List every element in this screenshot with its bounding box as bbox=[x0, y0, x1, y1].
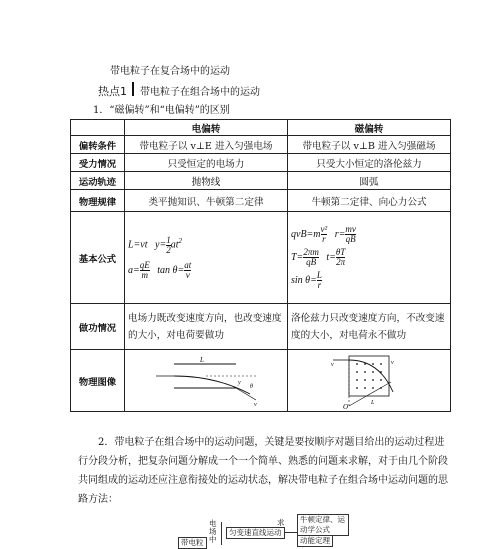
row-label: 物理图像 bbox=[71, 350, 125, 412]
svg-text:v: v bbox=[254, 401, 257, 408]
flow-box-newton: 牛顿定律、运动学公式 bbox=[297, 514, 349, 536]
svg-text:L: L bbox=[371, 399, 375, 406]
flow-label-electric: 电场中 bbox=[209, 519, 217, 544]
svg-text:y: y bbox=[238, 379, 241, 386]
flow-label-solve: 求 bbox=[277, 518, 285, 527]
cell-electric: 只受恒定的电场力 bbox=[125, 154, 288, 172]
cell-magnetic: 洛伦兹力只改变速度方向，不改变速度的大小，对电荷永不做功 bbox=[288, 304, 451, 350]
cell-magnetic: 只受大小恒定的洛伦兹力 bbox=[288, 154, 451, 172]
svg-text:θ: θ bbox=[250, 383, 253, 390]
paragraph-2: 2．带电粒子在组合场中的运动问题，关键是要按顺序对题目给出的运动过程进行分段分析，把复杂问题分解成一个一个简单、熟悉的问题来求解，对于由几个阶段共同组成的运动还应注意衔接处的运动状态，解决带电粒子在组合场中运动问题的思路方法： bbox=[78, 437, 448, 505]
row-label: 做功情况 bbox=[71, 304, 125, 350]
svg-text:v: v bbox=[391, 359, 394, 366]
formula-line: sin θ= $\frac{L}{r}$ bbox=[291, 270, 322, 290]
table-header-cell: 磁偏转 bbox=[288, 120, 451, 136]
page-title: 带电粒子在复合场中的运动 bbox=[110, 66, 230, 77]
table-row bbox=[71, 136, 451, 154]
cell-magnetic: 带电粒子以 v⊥B 进入匀强磁场 bbox=[288, 136, 451, 154]
table-row-figures bbox=[71, 350, 451, 412]
flow-box-uniform: 匀变速直线运动 bbox=[226, 527, 285, 539]
cell-magnetic: 牛顿第二定律、向心力公式 bbox=[288, 190, 451, 212]
cell-electric: 抛物线 bbox=[125, 172, 288, 190]
table-row-formulas bbox=[71, 212, 451, 304]
svg-text:L: L bbox=[200, 355, 204, 364]
formula-line: T= $\frac{2\pi m}{qB}$ t= $\frac{\theta T}{2\pi}$ bbox=[291, 247, 346, 267]
cell-electric: 类平抛知识、牛顿第二定律 bbox=[125, 190, 288, 212]
flow-arrow bbox=[285, 532, 297, 533]
flow-brace bbox=[221, 522, 222, 545]
row-label: 运动轨迹 bbox=[71, 172, 125, 190]
row-label: 基本公式 bbox=[71, 212, 125, 304]
table-header-cell: 电偏转 bbox=[125, 120, 288, 136]
table-row bbox=[71, 304, 451, 350]
section-title: 带电粒子在组合场中的运动 bbox=[140, 87, 260, 98]
magnetic-formulas bbox=[288, 212, 451, 304]
electric-formulas bbox=[125, 212, 288, 304]
row-label: 偏转条件 bbox=[71, 136, 125, 154]
formula-line: qvB=m $\frac{\text{v²}}{r}$ r= $\frac{mv}{qB}$ bbox=[291, 224, 356, 244]
table-header-cell bbox=[71, 120, 125, 136]
table-row bbox=[71, 172, 451, 190]
table-header-row bbox=[71, 120, 451, 136]
electric-figure-cell bbox=[125, 350, 288, 412]
magnetic-deflection-figure bbox=[309, 352, 429, 410]
svg-text:v: v bbox=[331, 361, 334, 368]
table-row bbox=[71, 190, 451, 212]
magnetic-figure-cell bbox=[288, 350, 451, 412]
table-row bbox=[71, 154, 451, 172]
svg-text:O: O bbox=[343, 402, 349, 410]
electric-deflection-figure bbox=[146, 354, 266, 408]
formula-line: a= $\frac{qE}{m}$ tan θ= $\frac{at}{v}$ bbox=[128, 259, 192, 280]
formula-line: L=vt y= $\frac{1}{2}$ $at^2$ bbox=[128, 234, 182, 255]
row-label: 物理规律 bbox=[71, 190, 125, 212]
divider bbox=[132, 82, 134, 96]
cell-electric: 电场力既改变速度方向，也改变速度的大小，对电荷要做功 bbox=[125, 304, 288, 350]
cell-electric: 带电粒子以 v⊥E 进入匀强电场 bbox=[125, 136, 288, 154]
cell-magnetic: 圆弧 bbox=[288, 172, 451, 190]
row-label: 受力情况 bbox=[71, 154, 125, 172]
hot-label: 热点1 bbox=[98, 85, 127, 98]
flow-box-energy: 动能定理 bbox=[297, 535, 333, 547]
flow-box-particle: 带电粒 bbox=[178, 537, 207, 549]
comparison-table bbox=[70, 119, 451, 412]
subheading-1: 1．“磁偏转”和“电偏转”的区别 bbox=[93, 105, 230, 116]
